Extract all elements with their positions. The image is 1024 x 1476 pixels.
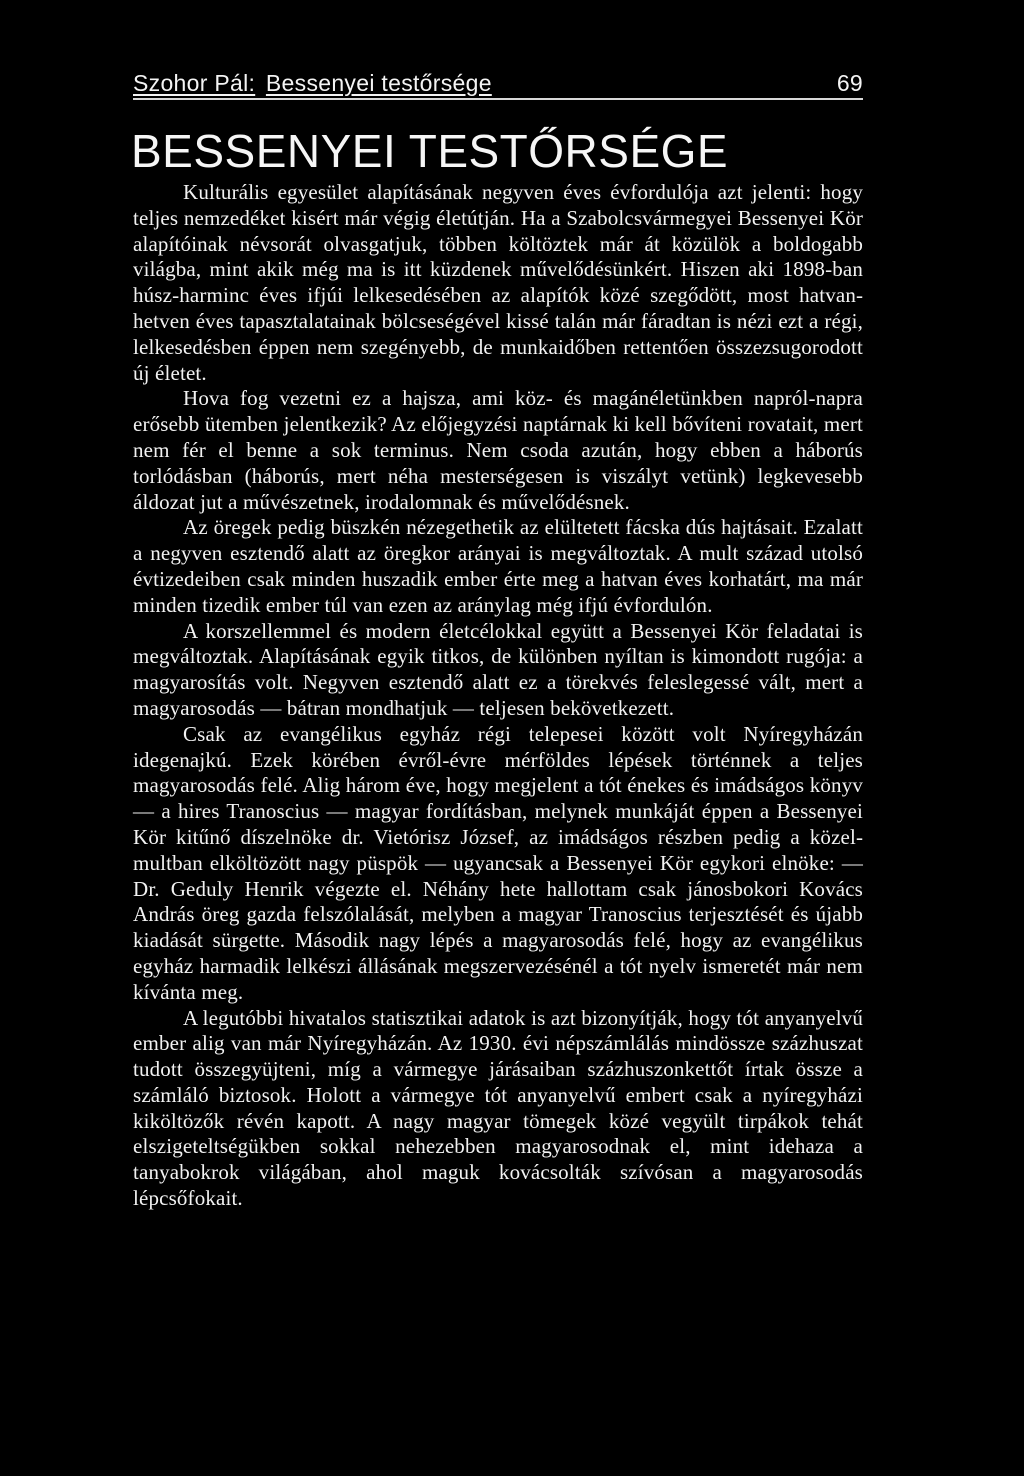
paragraph-6: A legutóbbi hivatalos statisztikai adatok is azt bizonyítják, hogy tót anyanyelvű ember alig van már Nyíregyházán. Az 1930. évi népszámlálás mindössze százhuszat tudott összegyüjteni, míg a vármegye járásaiban százhuszonkettőt írtak össze a számláló biztosok. Holott a vármegye tót anyanyelvű embert csak a nyíregyházi kiköltözők révén kapott. A nagy magyar tömegek közé vegyült tirpákok tehát elszigeteltségükben sokkal nehezebben magyarosodnak el, mint idehaza a tanyabokrok világában, ahol maguk kovácsolták szívósan a magyarosodás lépcsőfokait.: [133, 1005, 863, 1211]
running-head: [133, 70, 863, 100]
article-body: [133, 180, 863, 1212]
paragraph-5: Csak az evangélikus egyház régi telepesei között volt Nyíregyházán idegenajkú. Ezek körében évről-évre mérföldes lépések történnek a teljes magyarosodás felé. Alig három éve, hogy megjelent a tót énekes és imádságos könyv — a hires Tranoscius — magyar fordításban, melynek munkáját éppen a Bessenyei Kör kitűnő díszelnöke dr. Vietórisz József, az imádságos részben pedig a közelmultban elköltözött nagy püspök — ugyancsak a Bessenyei Kör egykori elnöke: — Dr. Geduly Henrik végezte el. Néhány hete hallottam csak jánosbokori Kovács András öreg gazda felszólalását, melyben a magyar Tranoscius terjesztését és újabb kiadását sürgette. Második nagy lépés a magyarosodás felé, hogy az evangélikus egyház harmadik lelkészi állásának megszervezésénél a tót nyelv ismeretét már nem kívánta meg.: [133, 721, 863, 1004]
article-title: BESSENYEI TESTŐRSÉGE: [131, 125, 729, 177]
paragraph-4: A korszellemmel és modern életcélokkal együtt a Bessenyei Kör feladatai is megváltoztak. Alapításának egyik titkos, de különben nyíltan is kimondott rugója: a magyarosítás volt. Negyven esztendő alatt ez a törekvés feleslegessé vált, mert a magyarosodás — bátran mondhatjuk — teljesen bekövetkezett.: [133, 618, 863, 720]
page-number: 69: [836, 70, 863, 96]
header-work-title: Bessenyei testőrsége: [265, 70, 492, 96]
header-author: Szohor Pál:: [133, 70, 256, 96]
paragraph-3: Az öregek pedig büszkén nézegethetik az elültetett fácska dús hajtásait. Ezalatt a negyven esztendő alatt az öregkor arányai is megváltoztak. A mult század utolsó évtizedeiben csak minden huszadik ember érte meg a hatvan éves korhatárt, ma már minden tizedik ember túl van ezen az aránylag még ifjú évfordulón.: [133, 515, 863, 617]
header-rule: [133, 98, 863, 100]
paragraph-1: Kulturális egyesület alapításának negyven éves évfordulója azt jelenti: hogy teljes nemzedéket kisért már végig életútján. Ha a Szabolcsvármegyei Bessenyei Kör alapítóinak névsorát olvasgatjuk, többen költöztek már át közülök a boldogabb világba, mint akik még ma is itt küzdenek művelődésünkért. Hiszen aki 1898-ban húsz-harminc éves ifjúi lelkesedésében az alapítók közé szegődött, most hatvanhetven éves tapasztalatainak bölcseségével kissé talán már fáradtan is nézi ezt a régi, lelkesedésben éppen nem szegényebb, de munkaidőben rettentően összezsugorodott új életet.: [133, 180, 863, 385]
paragraph-2: Hova fog vezetni ez a hajsza, ami köz- és magánéletünkben napról-napra erősebb ütemben jelentkezik? Az előjegyzési naptárnak ki kell bővíteni rovatait, mert nem fér el benne a sok terminus. Nem csoda azután, hogy ebben a háborús torlódásban (háborús, mert néha mesterségesen is viszályt vetünk) legkevesebb áldozat jut a művészetnek, irodalomnak és művelődésnek.: [133, 386, 863, 514]
